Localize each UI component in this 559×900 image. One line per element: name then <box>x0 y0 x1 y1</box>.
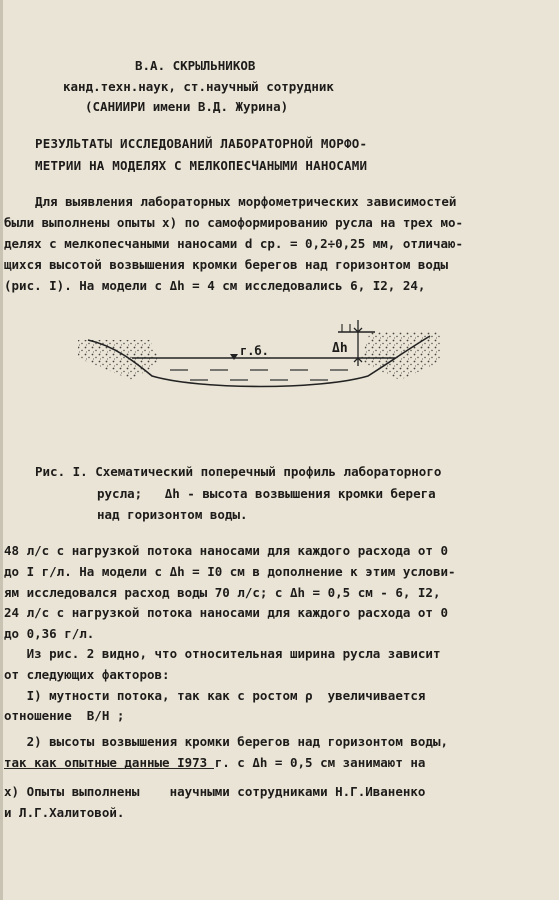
page-edge-shadow <box>0 0 3 900</box>
paragraph2-line-10: 2) высоты возвышения кромки берегов над горизонтом воды, <box>4 734 449 749</box>
paragraph2-line-5: до 0,36 г/л. <box>4 626 95 641</box>
water-dashes <box>170 370 348 380</box>
figure-caption-line-2: русла; Δh - высота возвышения кромки берега <box>97 486 436 501</box>
channel-profile-figure <box>70 318 450 408</box>
paragraph1-line-5: (рис. I). На модели с Δh = 4 см исследовались 6, I2, 24, <box>4 278 426 293</box>
paragraph2-line-4: 24 л/с с нагрузкой потока наносами для каждого расхода от 0 <box>4 605 449 620</box>
paragraph2-line-7: от следующих факторов: <box>4 667 170 682</box>
figure-caption-line-3: над горизонтом воды. <box>97 507 248 522</box>
paragraph1-line-3: делях с мелкопесчаными наносами d ср. = 0,2÷0,25 мм, отличаю- <box>4 236 464 251</box>
water-level-label: г.б. <box>240 344 269 358</box>
paragraph2-line-11: так как опытные данные I973 г. с Δh = 0,5 см занимают на <box>4 755 426 770</box>
paragraph2-line-9: отношение B/H ; <box>4 708 125 723</box>
paragraph2-line-1: 48 л/с с нагрузкой потока наносами для каждого расхода от 0 <box>4 543 449 558</box>
paper-title-line-2: МЕТРИИ НА МОДЕЛЯХ С МЕЛКОПЕСЧАНЫМИ НАНОСАМИ <box>35 158 368 173</box>
paragraph1-line-2: были выполнены опыты x) по самоформированию русла на трех мо- <box>4 215 464 230</box>
channel-profile-svg <box>70 318 450 408</box>
author-name: В.А. СКРЫЛЬНИКОВ <box>135 58 256 73</box>
water-level-marker <box>230 354 238 360</box>
paragraph2-line-3: ям исследовался расход воды 70 л/с; с Δh = 0,5 см - 6, I2, <box>4 585 441 600</box>
footnote-rule <box>4 768 214 769</box>
paper-title-line-1: РЕЗУЛЬТАТЫ ИССЛЕДОВАНИЙ ЛАБОРАТОРНОЙ МОРФО- <box>35 136 368 151</box>
left-bank-sand <box>78 340 160 380</box>
paragraph1-line-1: Для выявления лабораторных морфометрических зависимостей <box>35 194 457 209</box>
paragraph2-line-6: Из рис. 2 видно, что относительная ширина русла зависит <box>4 646 441 661</box>
paragraph2-line-2: до I г/л. На модели с Δh = I0 см в дополнение к этим услови- <box>4 564 456 579</box>
height-label: Δh <box>332 341 348 356</box>
author-affiliation: (САНИИРИ имени В.Д. Журина) <box>85 99 289 114</box>
footnote-line-2: и Л.Г.Халитовой. <box>4 805 125 820</box>
footnote-line-1: x) Опыты выполнены научными сотрудниками Н.Г.Иваненко <box>4 784 426 799</box>
figure-caption-line-1: Рис. I. Схематический поперечный профиль лабораторного <box>35 464 442 479</box>
paragraph2-line-8: I) мутности потока, так как с ростом ρ увеличивается <box>4 688 426 703</box>
paragraph1-line-4: щихся высотой возвышения кромки берегов над горизонтом воды <box>4 257 449 272</box>
author-position: канд.техн.наук, ст.научный сотрудник <box>63 79 334 94</box>
